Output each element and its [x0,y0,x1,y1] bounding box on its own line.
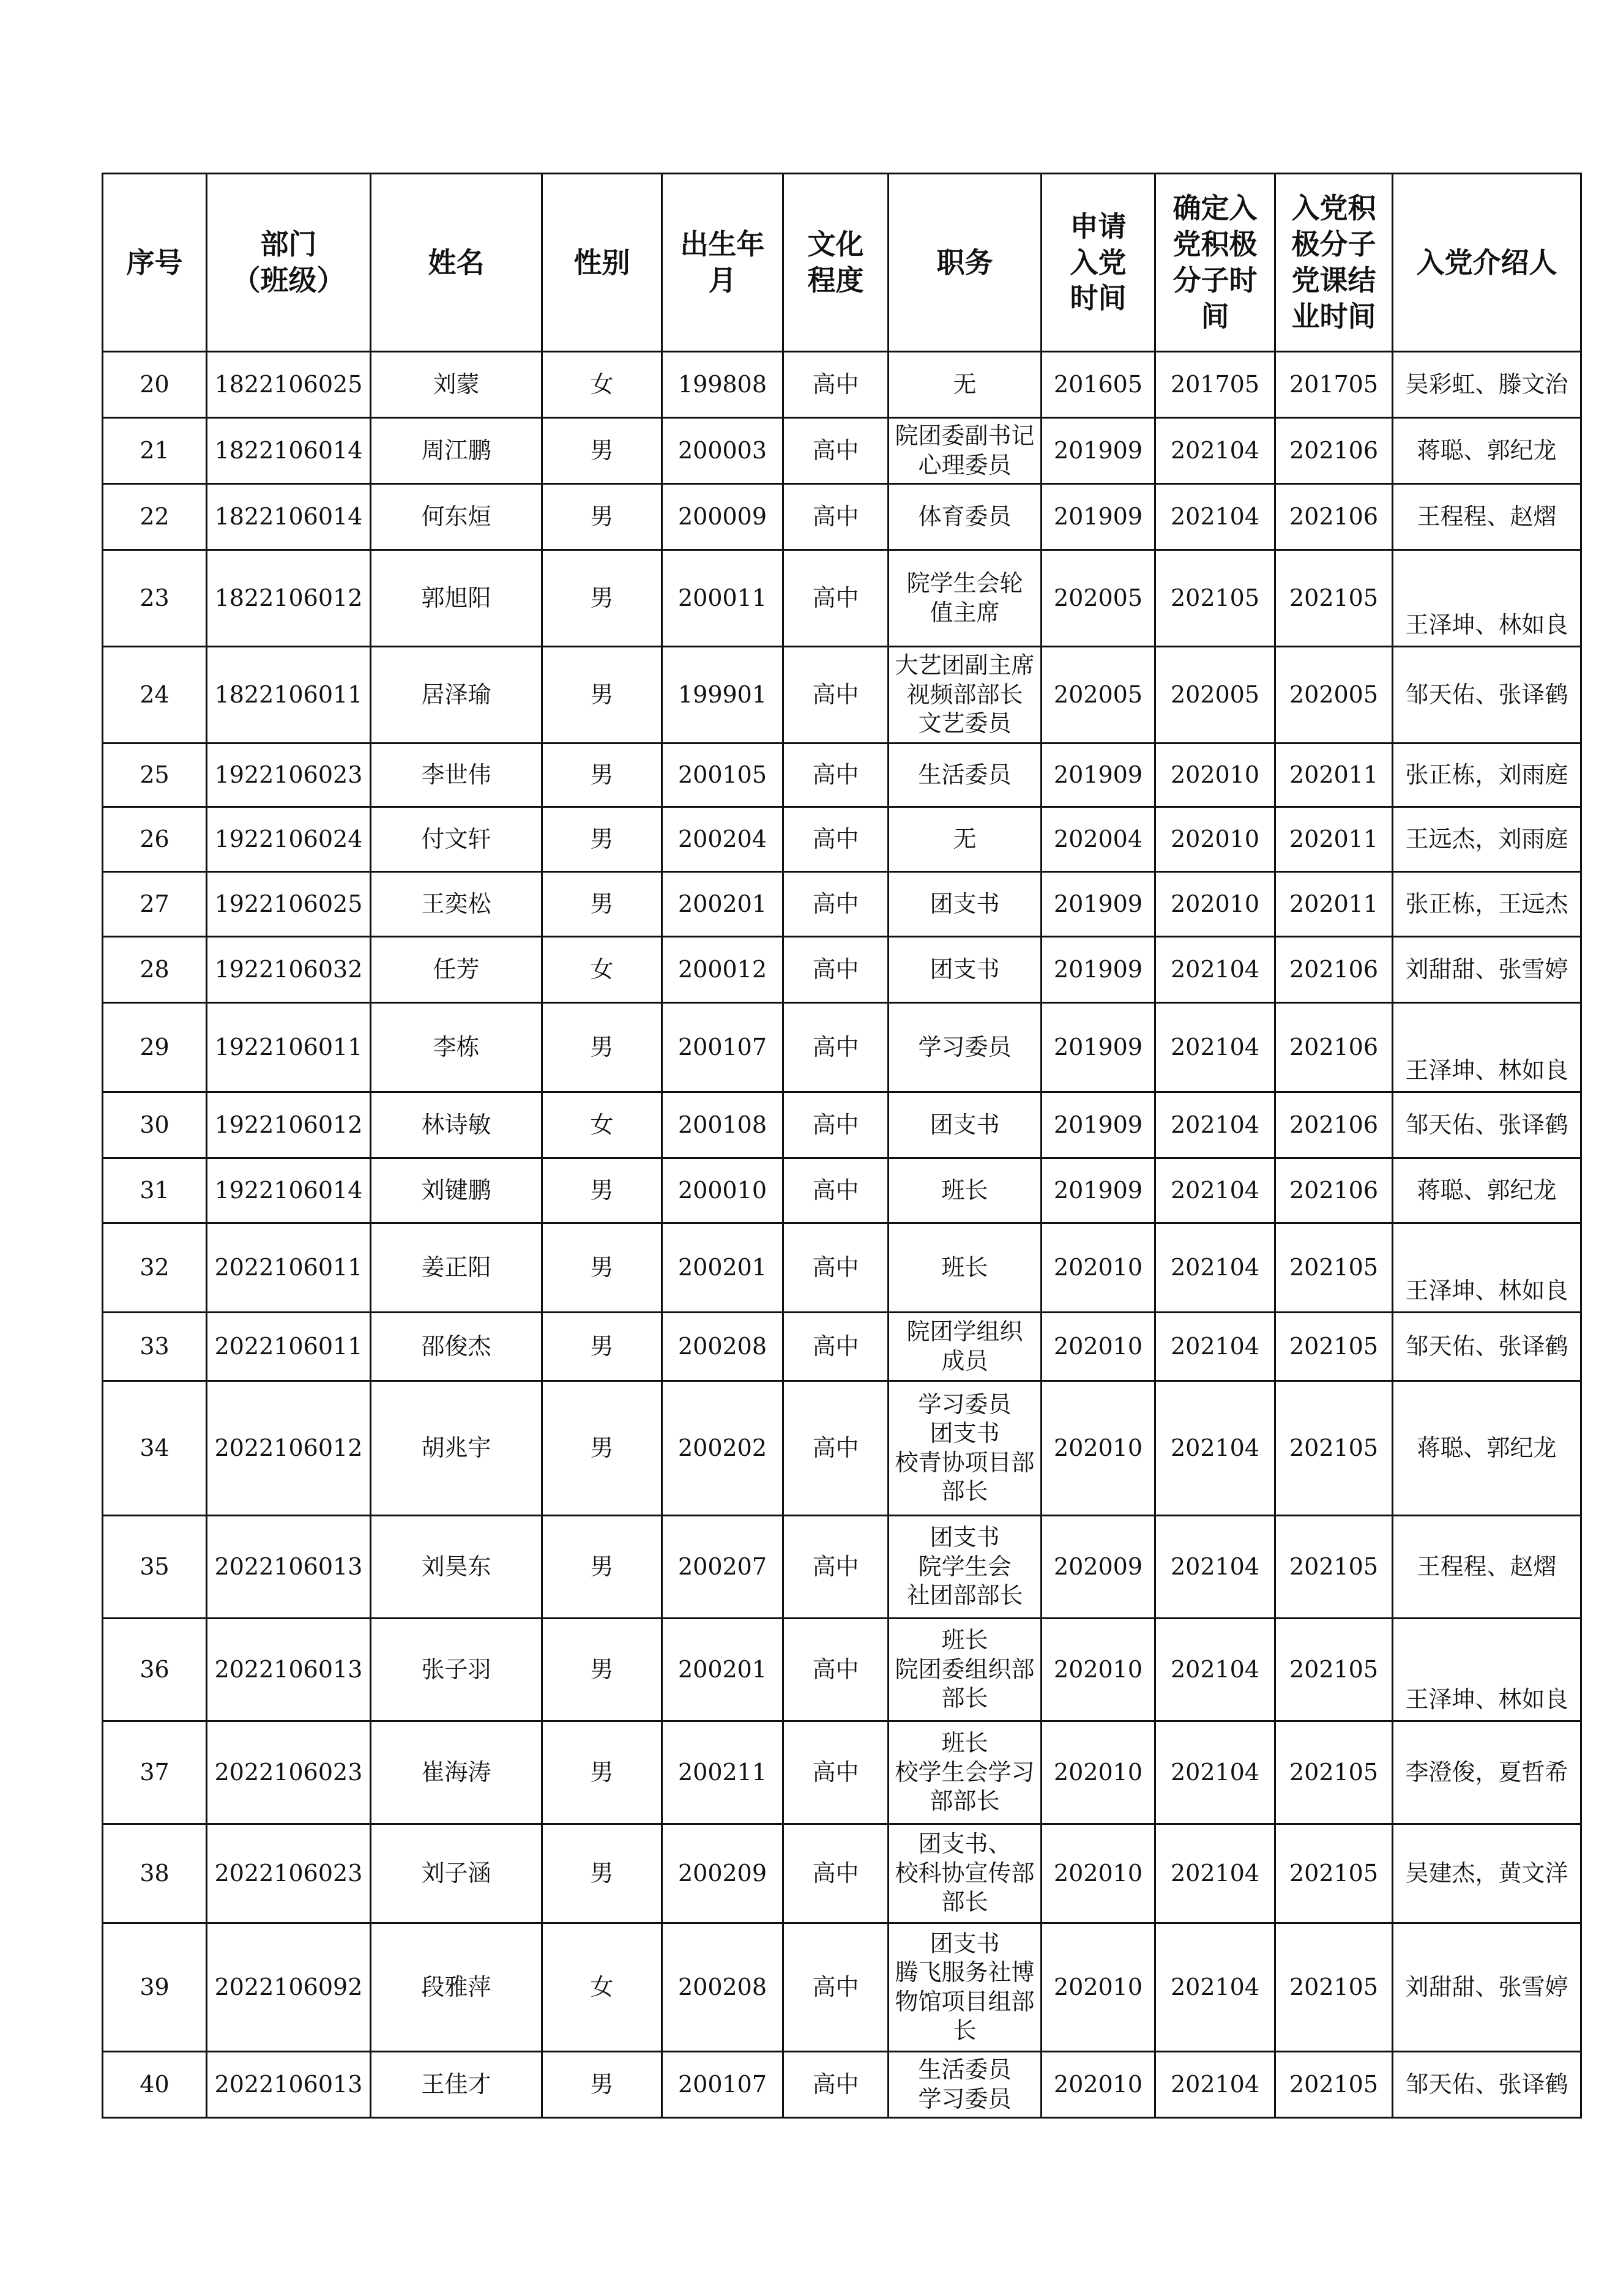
cell-duty: 无 [889,807,1042,872]
cell-course-date: 202105 [1275,1619,1393,1721]
cell-education: 高中 [783,2052,889,2118]
cell-confirm-date: 202104 [1155,1824,1275,1923]
table-row [103,418,1581,484]
cell-gender: 男 [542,647,662,744]
cell-dept: 1822106014 [207,418,371,484]
cell-birth: 200003 [662,418,783,484]
cell-dept: 1922106024 [207,807,371,872]
cell-name: 何东烜 [371,484,542,550]
cell-name: 段雅萍 [371,1923,542,2052]
cell-dept: 1922106014 [207,1158,371,1223]
cell-introducer: 王泽坤、林如良 [1393,1223,1581,1313]
cell-gender: 男 [542,2052,662,2118]
cell-name: 居泽瑜 [371,647,542,744]
cell-confirm-date: 202104 [1155,1092,1275,1158]
cell-course-date: 202105 [1275,550,1393,647]
cell-introducer: 王泽坤、林如良 [1393,550,1581,647]
cell-dept: 1922106011 [207,1003,371,1092]
cell-education: 高中 [783,937,889,1003]
cell-course-date: 202106 [1275,484,1393,550]
cell-confirm-date: 202105 [1155,550,1275,647]
header-birth: 出生年 月 [662,174,783,352]
cell-duty: 团支书 [889,937,1042,1003]
cell-apply-date: 201909 [1042,1003,1155,1092]
cell-introducer: 王远杰，刘雨庭 [1393,807,1581,872]
cell-education: 高中 [783,352,889,418]
cell-duty: 团支书 [889,1092,1042,1158]
cell-seq: 25 [103,744,207,807]
cell-duty: 班长 [889,1223,1042,1313]
cell-confirm-date: 202104 [1155,1619,1275,1721]
table-row [103,1003,1581,1092]
cell-duty: 院团学组织 成员 [889,1313,1042,1381]
table-row [103,1092,1581,1158]
cell-course-date: 202106 [1275,1003,1393,1092]
header-gender: 性别 [542,174,662,352]
cell-course-date: 202105 [1275,1824,1393,1923]
cell-duty: 学习委员 团支书 校青协项目部 部长 [889,1381,1042,1516]
cell-seq: 40 [103,2052,207,2118]
cell-apply-date: 201909 [1042,418,1155,484]
cell-confirm-date: 202104 [1155,484,1275,550]
cell-course-date: 201705 [1275,352,1393,418]
cell-birth: 200012 [662,937,783,1003]
header-seq: 序号 [103,174,207,352]
cell-education: 高中 [783,1003,889,1092]
cell-confirm-date: 201705 [1155,352,1275,418]
cell-dept: 1822106012 [207,550,371,647]
cell-birth: 200201 [662,872,783,937]
cell-apply-date: 202005 [1042,647,1155,744]
cell-birth: 200208 [662,1313,783,1381]
cell-dept: 2022106011 [207,1313,371,1381]
cell-name: 李世伟 [371,744,542,807]
cell-name: 林诗敏 [371,1092,542,1158]
cell-apply-date: 202010 [1042,1721,1155,1824]
cell-apply-date: 202010 [1042,1313,1155,1381]
cell-duty: 班长 院团委组织部 部长 [889,1619,1042,1721]
cell-introducer: 刘甜甜、张雪婷 [1393,1923,1581,2052]
table-row [103,1721,1581,1824]
table-row [103,1619,1581,1721]
cell-confirm-date: 202104 [1155,1313,1275,1381]
cell-dept: 2022106023 [207,1721,371,1824]
cell-seq: 35 [103,1516,207,1619]
cell-introducer: 王程程、赵熠 [1393,1516,1581,1619]
cell-dept: 1822106014 [207,484,371,550]
cell-course-date: 202106 [1275,1158,1393,1223]
cell-duty: 院学生会轮 值主席 [889,550,1042,647]
cell-dept: 2022106023 [207,1824,371,1923]
cell-gender: 男 [542,1516,662,1619]
cell-education: 高中 [783,1619,889,1721]
cell-apply-date: 202009 [1042,1516,1155,1619]
cell-birth: 200107 [662,2052,783,2118]
cell-apply-date: 201605 [1042,352,1155,418]
cell-education: 高中 [783,550,889,647]
cell-name: 李栋 [371,1003,542,1092]
cell-name: 崔海涛 [371,1721,542,1824]
cell-introducer: 邹天佑、张译鹤 [1393,2052,1581,2118]
cell-confirm-date: 202104 [1155,1721,1275,1824]
cell-confirm-date: 202104 [1155,1003,1275,1092]
cell-seq: 27 [103,872,207,937]
table-row [103,550,1581,647]
cell-course-date: 202105 [1275,1516,1393,1619]
cell-duty: 团支书、 校科协宣传部 部长 [889,1824,1042,1923]
cell-course-date: 202106 [1275,937,1393,1003]
cell-duty: 大艺团副主席 视频部部长 文艺委员 [889,647,1042,744]
cell-dept: 2022106013 [207,1516,371,1619]
cell-name: 周江鹏 [371,418,542,484]
cell-course-date: 202011 [1275,872,1393,937]
cell-birth: 200201 [662,1619,783,1721]
cell-seq: 32 [103,1223,207,1313]
cell-gender: 男 [542,1158,662,1223]
cell-name: 郭旭阳 [371,550,542,647]
cell-birth: 200010 [662,1158,783,1223]
cell-dept: 2022106092 [207,1923,371,2052]
cell-apply-date: 202005 [1042,550,1155,647]
cell-seq: 30 [103,1092,207,1158]
cell-course-date: 202105 [1275,1223,1393,1313]
cell-gender: 男 [542,1721,662,1824]
header-duty: 职务 [889,174,1042,352]
cell-course-date: 202106 [1275,1092,1393,1158]
cell-introducer: 邹天佑、张译鹤 [1393,1313,1581,1381]
cell-name: 任芳 [371,937,542,1003]
cell-seq: 38 [103,1824,207,1923]
table-row [103,647,1581,744]
cell-name: 姜正阳 [371,1223,542,1313]
cell-name: 王佳才 [371,2052,542,2118]
cell-seq: 28 [103,937,207,1003]
cell-education: 高中 [783,647,889,744]
cell-dept: 2022106013 [207,2052,371,2118]
cell-name: 付文轩 [371,807,542,872]
cell-duty: 团支书 院学生会 社团部部长 [889,1516,1042,1619]
cell-name: 胡兆宇 [371,1381,542,1516]
cell-duty: 学习委员 [889,1003,1042,1092]
cell-dept: 1922106025 [207,872,371,937]
cell-confirm-date: 202010 [1155,872,1275,937]
cell-course-date: 202011 [1275,744,1393,807]
cell-name: 邵俊杰 [371,1313,542,1381]
table-header-row [103,174,1581,352]
cell-birth: 200202 [662,1381,783,1516]
table-row [103,1223,1581,1313]
cell-apply-date: 202010 [1042,2052,1155,2118]
cell-education: 高中 [783,1313,889,1381]
cell-introducer: 邹天佑、张译鹤 [1393,647,1581,744]
table-row [103,1158,1581,1223]
cell-duty: 生活委员 学习委员 [889,2052,1042,2118]
cell-apply-date: 202004 [1042,807,1155,872]
cell-seq: 21 [103,418,207,484]
cell-introducer: 邹天佑、张译鹤 [1393,1092,1581,1158]
cell-seq: 37 [103,1721,207,1824]
table-body [103,352,1581,2118]
cell-introducer: 蒋聪、郭纪龙 [1393,1381,1581,1516]
table-row [103,872,1581,937]
cell-confirm-date: 202010 [1155,744,1275,807]
cell-dept: 2022106011 [207,1223,371,1313]
table-row [103,937,1581,1003]
cell-confirm-date: 202104 [1155,937,1275,1003]
cell-gender: 男 [542,1619,662,1721]
cell-seq: 26 [103,807,207,872]
cell-dept: 1822106025 [207,352,371,418]
cell-birth: 200108 [662,1092,783,1158]
cell-confirm-date: 202010 [1155,807,1275,872]
cell-birth: 200204 [662,807,783,872]
cell-gender: 男 [542,1003,662,1092]
cell-education: 高中 [783,1158,889,1223]
cell-birth: 200107 [662,1003,783,1092]
cell-seq: 29 [103,1003,207,1092]
cell-apply-date: 201909 [1042,744,1155,807]
table-row [103,807,1581,872]
cell-apply-date: 202010 [1042,1223,1155,1313]
cell-apply-date: 202010 [1042,1381,1155,1516]
cell-confirm-date: 202104 [1155,1923,1275,2052]
cell-birth: 200207 [662,1516,783,1619]
cell-confirm-date: 202104 [1155,1158,1275,1223]
cell-course-date: 202105 [1275,1923,1393,2052]
cell-dept: 1922106023 [207,744,371,807]
cell-seq: 24 [103,647,207,744]
cell-education: 高中 [783,418,889,484]
cell-confirm-date: 202104 [1155,1381,1275,1516]
table-row [103,1923,1581,2052]
cell-seq: 31 [103,1158,207,1223]
cell-gender: 女 [542,352,662,418]
cell-education: 高中 [783,484,889,550]
cell-name: 刘蒙 [371,352,542,418]
header-confirm-date: 确定入 党积极 分子时 间 [1155,174,1275,352]
cell-apply-date: 202010 [1042,1923,1155,2052]
cell-apply-date: 202010 [1042,1824,1155,1923]
cell-apply-date: 201909 [1042,1158,1155,1223]
cell-introducer: 王泽坤、林如良 [1393,1619,1581,1721]
activist-roster-table [102,173,1582,2119]
cell-duty: 体育委员 [889,484,1042,550]
cell-gender: 男 [542,1824,662,1923]
table-row [103,484,1581,550]
cell-birth: 200105 [662,744,783,807]
table-row [103,744,1581,807]
cell-confirm-date: 202104 [1155,2052,1275,2118]
cell-duty: 班长 校学生会学习 部部长 [889,1721,1042,1824]
header-education: 文化 程度 [783,174,889,352]
cell-education: 高中 [783,1223,889,1313]
cell-duty: 院团委副书记 心理委员 [889,418,1042,484]
cell-birth: 199901 [662,647,783,744]
cell-apply-date: 201909 [1042,1092,1155,1158]
cell-name: 刘昊东 [371,1516,542,1619]
cell-gender: 男 [542,550,662,647]
header-course-date: 入党积 极分子 党课结 业时间 [1275,174,1393,352]
cell-education: 高中 [783,1092,889,1158]
cell-dept: 1822106011 [207,647,371,744]
cell-course-date: 202105 [1275,1313,1393,1381]
cell-course-date: 202106 [1275,418,1393,484]
table-row [103,2052,1581,2118]
cell-introducer: 吴建杰，黄文洋 [1393,1824,1581,1923]
cell-course-date: 202011 [1275,807,1393,872]
cell-confirm-date: 202104 [1155,1223,1275,1313]
cell-birth: 200201 [662,1223,783,1313]
cell-education: 高中 [783,1824,889,1923]
cell-gender: 男 [542,807,662,872]
cell-course-date: 202105 [1275,1721,1393,1824]
header-apply-date: 申请 入党 时间 [1042,174,1155,352]
cell-education: 高中 [783,1923,889,2052]
cell-seq: 23 [103,550,207,647]
table-row [103,352,1581,418]
cell-gender: 男 [542,872,662,937]
cell-seq: 36 [103,1619,207,1721]
cell-introducer: 王程程、赵熠 [1393,484,1581,550]
cell-dept: 2022106012 [207,1381,371,1516]
cell-dept: 1922106012 [207,1092,371,1158]
cell-course-date: 202105 [1275,1381,1393,1516]
table-row [103,1824,1581,1923]
cell-seq: 39 [103,1923,207,2052]
cell-education: 高中 [783,807,889,872]
cell-introducer: 吴彩虹、滕文治 [1393,352,1581,418]
table-row [103,1381,1581,1516]
cell-birth: 200209 [662,1824,783,1923]
cell-seq: 34 [103,1381,207,1516]
cell-introducer: 张正栋，刘雨庭 [1393,744,1581,807]
cell-apply-date: 201909 [1042,872,1155,937]
cell-birth: 200211 [662,1721,783,1824]
cell-apply-date: 202010 [1042,1619,1155,1721]
cell-gender: 女 [542,1092,662,1158]
cell-name: 王奕松 [371,872,542,937]
table-row [103,1516,1581,1619]
header-name: 姓名 [371,174,542,352]
cell-duty: 团支书 [889,872,1042,937]
cell-gender: 女 [542,937,662,1003]
cell-education: 高中 [783,872,889,937]
cell-course-date: 202005 [1275,647,1393,744]
cell-seq: 33 [103,1313,207,1381]
cell-gender: 男 [542,484,662,550]
cell-education: 高中 [783,1381,889,1516]
header-introducer: 入党介绍人 [1393,174,1581,352]
cell-confirm-date: 202104 [1155,418,1275,484]
cell-birth: 200009 [662,484,783,550]
cell-introducer: 张正栋，王远杰 [1393,872,1581,937]
cell-course-date: 202105 [1275,2052,1393,2118]
cell-duty: 生活委员 [889,744,1042,807]
cell-name: 刘子涵 [371,1824,542,1923]
cell-education: 高中 [783,1516,889,1619]
cell-gender: 男 [542,1223,662,1313]
cell-gender: 男 [542,744,662,807]
cell-introducer: 蒋聪、郭纪龙 [1393,1158,1581,1223]
cell-confirm-date: 202005 [1155,647,1275,744]
cell-introducer: 王泽坤、林如良 [1393,1003,1581,1092]
cell-name: 刘键鹏 [371,1158,542,1223]
table-row [103,1313,1581,1381]
cell-seq: 22 [103,484,207,550]
cell-seq: 20 [103,352,207,418]
cell-education: 高中 [783,744,889,807]
cell-duty: 团支书 腾飞服务社博 物馆项目组部 长 [889,1923,1042,2052]
cell-dept: 2022106013 [207,1619,371,1721]
cell-introducer: 刘甜甜、张雪婷 [1393,937,1581,1003]
cell-birth: 200011 [662,550,783,647]
cell-introducer: 李澄俊，夏哲希 [1393,1721,1581,1824]
cell-duty: 无 [889,352,1042,418]
cell-gender: 女 [542,1923,662,2052]
cell-apply-date: 201909 [1042,484,1155,550]
cell-birth: 199808 [662,352,783,418]
cell-name: 张子羽 [371,1619,542,1721]
cell-dept: 1922106032 [207,937,371,1003]
cell-birth: 200208 [662,1923,783,2052]
cell-duty: 班长 [889,1158,1042,1223]
cell-gender: 男 [542,1381,662,1516]
cell-confirm-date: 202104 [1155,1516,1275,1619]
cell-education: 高中 [783,1721,889,1824]
cell-gender: 男 [542,1313,662,1381]
header-dept: 部门 （班级） [207,174,371,352]
cell-introducer: 蒋聪、郭纪龙 [1393,418,1581,484]
cell-gender: 男 [542,418,662,484]
cell-apply-date: 201909 [1042,937,1155,1003]
